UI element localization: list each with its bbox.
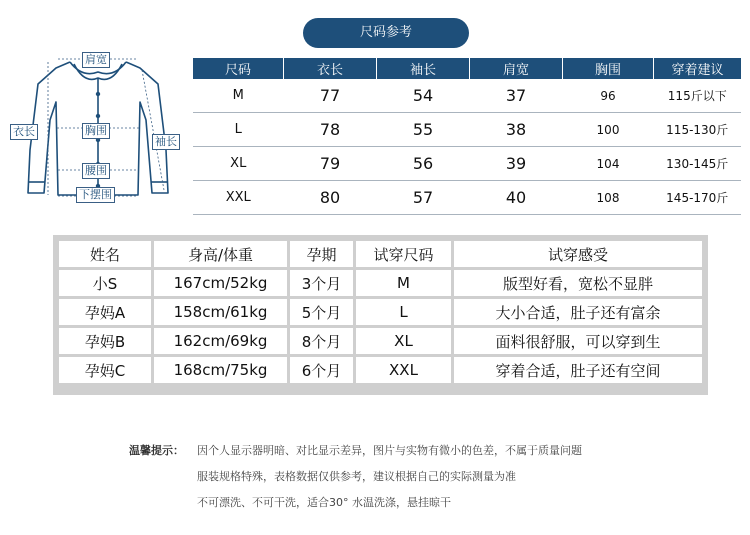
note-line	[129, 438, 582, 464]
sleeve-cell: 56	[377, 147, 470, 181]
header-sleeve: 袖长	[377, 58, 470, 79]
shoulder-cell: 40	[470, 181, 563, 215]
length-cell: 77	[284, 79, 377, 113]
sleeve-cell: 54	[377, 79, 470, 113]
length-cell: 79	[284, 147, 377, 181]
suggestion-cell: 130-145斤	[654, 147, 742, 181]
pregnancy-cell: 5个月	[290, 299, 353, 325]
size-row	[193, 181, 741, 215]
care-notes	[129, 438, 582, 516]
name-cell: 孕妈B	[59, 328, 151, 354]
feeling-cell: 面料很舒服，可以穿到生	[454, 328, 702, 354]
try-on-row	[59, 328, 702, 354]
header-length: 衣长	[284, 58, 377, 79]
tried-size-cell: XL	[356, 328, 451, 354]
height-weight-cell: 167cm/52kg	[154, 270, 287, 296]
try-on-header	[59, 241, 702, 267]
suggestion-cell: 115-130斤	[654, 113, 742, 147]
shoulder-cell: 39	[470, 147, 563, 181]
size-row	[193, 147, 741, 181]
size-cell: L	[193, 113, 284, 147]
sleeve-length-label: 袖长	[152, 134, 180, 150]
tried-size-cell: XXL	[356, 357, 451, 383]
pregnancy-cell: 6个月	[290, 357, 353, 383]
header-feeling: 试穿感受	[454, 241, 702, 267]
chest-cell: 100	[563, 113, 654, 147]
shoulder-width-label: 肩宽	[82, 52, 110, 68]
note-line: 不可漂洗、不可干洗，适合30° 水温洗涤，悬挂晾干	[197, 496, 451, 509]
header-size: 尺码	[193, 58, 284, 79]
try-on-row	[59, 357, 702, 383]
waist-label: 腰围	[82, 163, 110, 179]
header-name: 姓名	[59, 241, 151, 267]
sleeve-cell: 57	[377, 181, 470, 215]
note-line: 服装规格特殊，表格数据仅供参考，建议根据自己的实际测量为准	[197, 470, 516, 483]
header-height-weight: 身高/体重	[154, 241, 287, 267]
try-on-table	[56, 238, 705, 386]
shoulder-cell: 37	[470, 79, 563, 113]
note-text: 因个人显示器明暗、对比显示差异，图片与实物有微小的色差，不属于质量问题	[197, 444, 582, 457]
feeling-cell: 穿着合适，肚子还有空间	[454, 357, 702, 383]
try-on-row	[59, 299, 702, 325]
size-reference-title: 尺码参考	[303, 18, 469, 48]
shirt-diagram	[8, 50, 190, 205]
tried-size-cell: L	[356, 299, 451, 325]
chest-label: 胸围	[82, 123, 110, 139]
size-row	[193, 113, 741, 147]
header-chest: 胸围	[563, 58, 654, 79]
header-tried-size: 试穿尺码	[356, 241, 451, 267]
name-cell: 孕妈A	[59, 299, 151, 325]
length-cell: 78	[284, 113, 377, 147]
size-table-header	[193, 58, 741, 79]
chest-cell: 108	[563, 181, 654, 215]
hem-label: 下摆围	[76, 187, 115, 203]
suggestion-cell: 115斤以下	[654, 79, 742, 113]
name-cell: 孕妈C	[59, 357, 151, 383]
header-shoulder: 肩宽	[470, 58, 563, 79]
length-cell: 80	[284, 181, 377, 215]
pregnancy-cell: 3个月	[290, 270, 353, 296]
tried-size-cell: M	[356, 270, 451, 296]
suggestion-cell: 145-170斤	[654, 181, 742, 215]
feeling-cell: 版型好看，宽松不显胖	[454, 270, 702, 296]
header-suggestion: 穿着建议	[654, 58, 742, 79]
notes-label: 温馨提示：	[129, 444, 184, 457]
chest-cell: 104	[563, 147, 654, 181]
size-cell: XXL	[193, 181, 284, 215]
feeling-cell: 大小合适，肚子还有富余	[454, 299, 702, 325]
name-cell: 小S	[59, 270, 151, 296]
height-weight-cell: 168cm/75kg	[154, 357, 287, 383]
size-row	[193, 79, 741, 113]
size-cell: XL	[193, 147, 284, 181]
header-pregnancy: 孕期	[290, 241, 353, 267]
size-cell: M	[193, 79, 284, 113]
shoulder-cell: 38	[470, 113, 563, 147]
sleeve-cell: 55	[377, 113, 470, 147]
height-weight-cell: 162cm/69kg	[154, 328, 287, 354]
chest-cell: 96	[563, 79, 654, 113]
length-label: 衣长	[10, 124, 38, 140]
try-on-table-frame	[53, 235, 708, 395]
size-table	[193, 58, 741, 215]
try-on-row	[59, 270, 702, 296]
pregnancy-cell: 8个月	[290, 328, 353, 354]
height-weight-cell: 158cm/61kg	[154, 299, 287, 325]
